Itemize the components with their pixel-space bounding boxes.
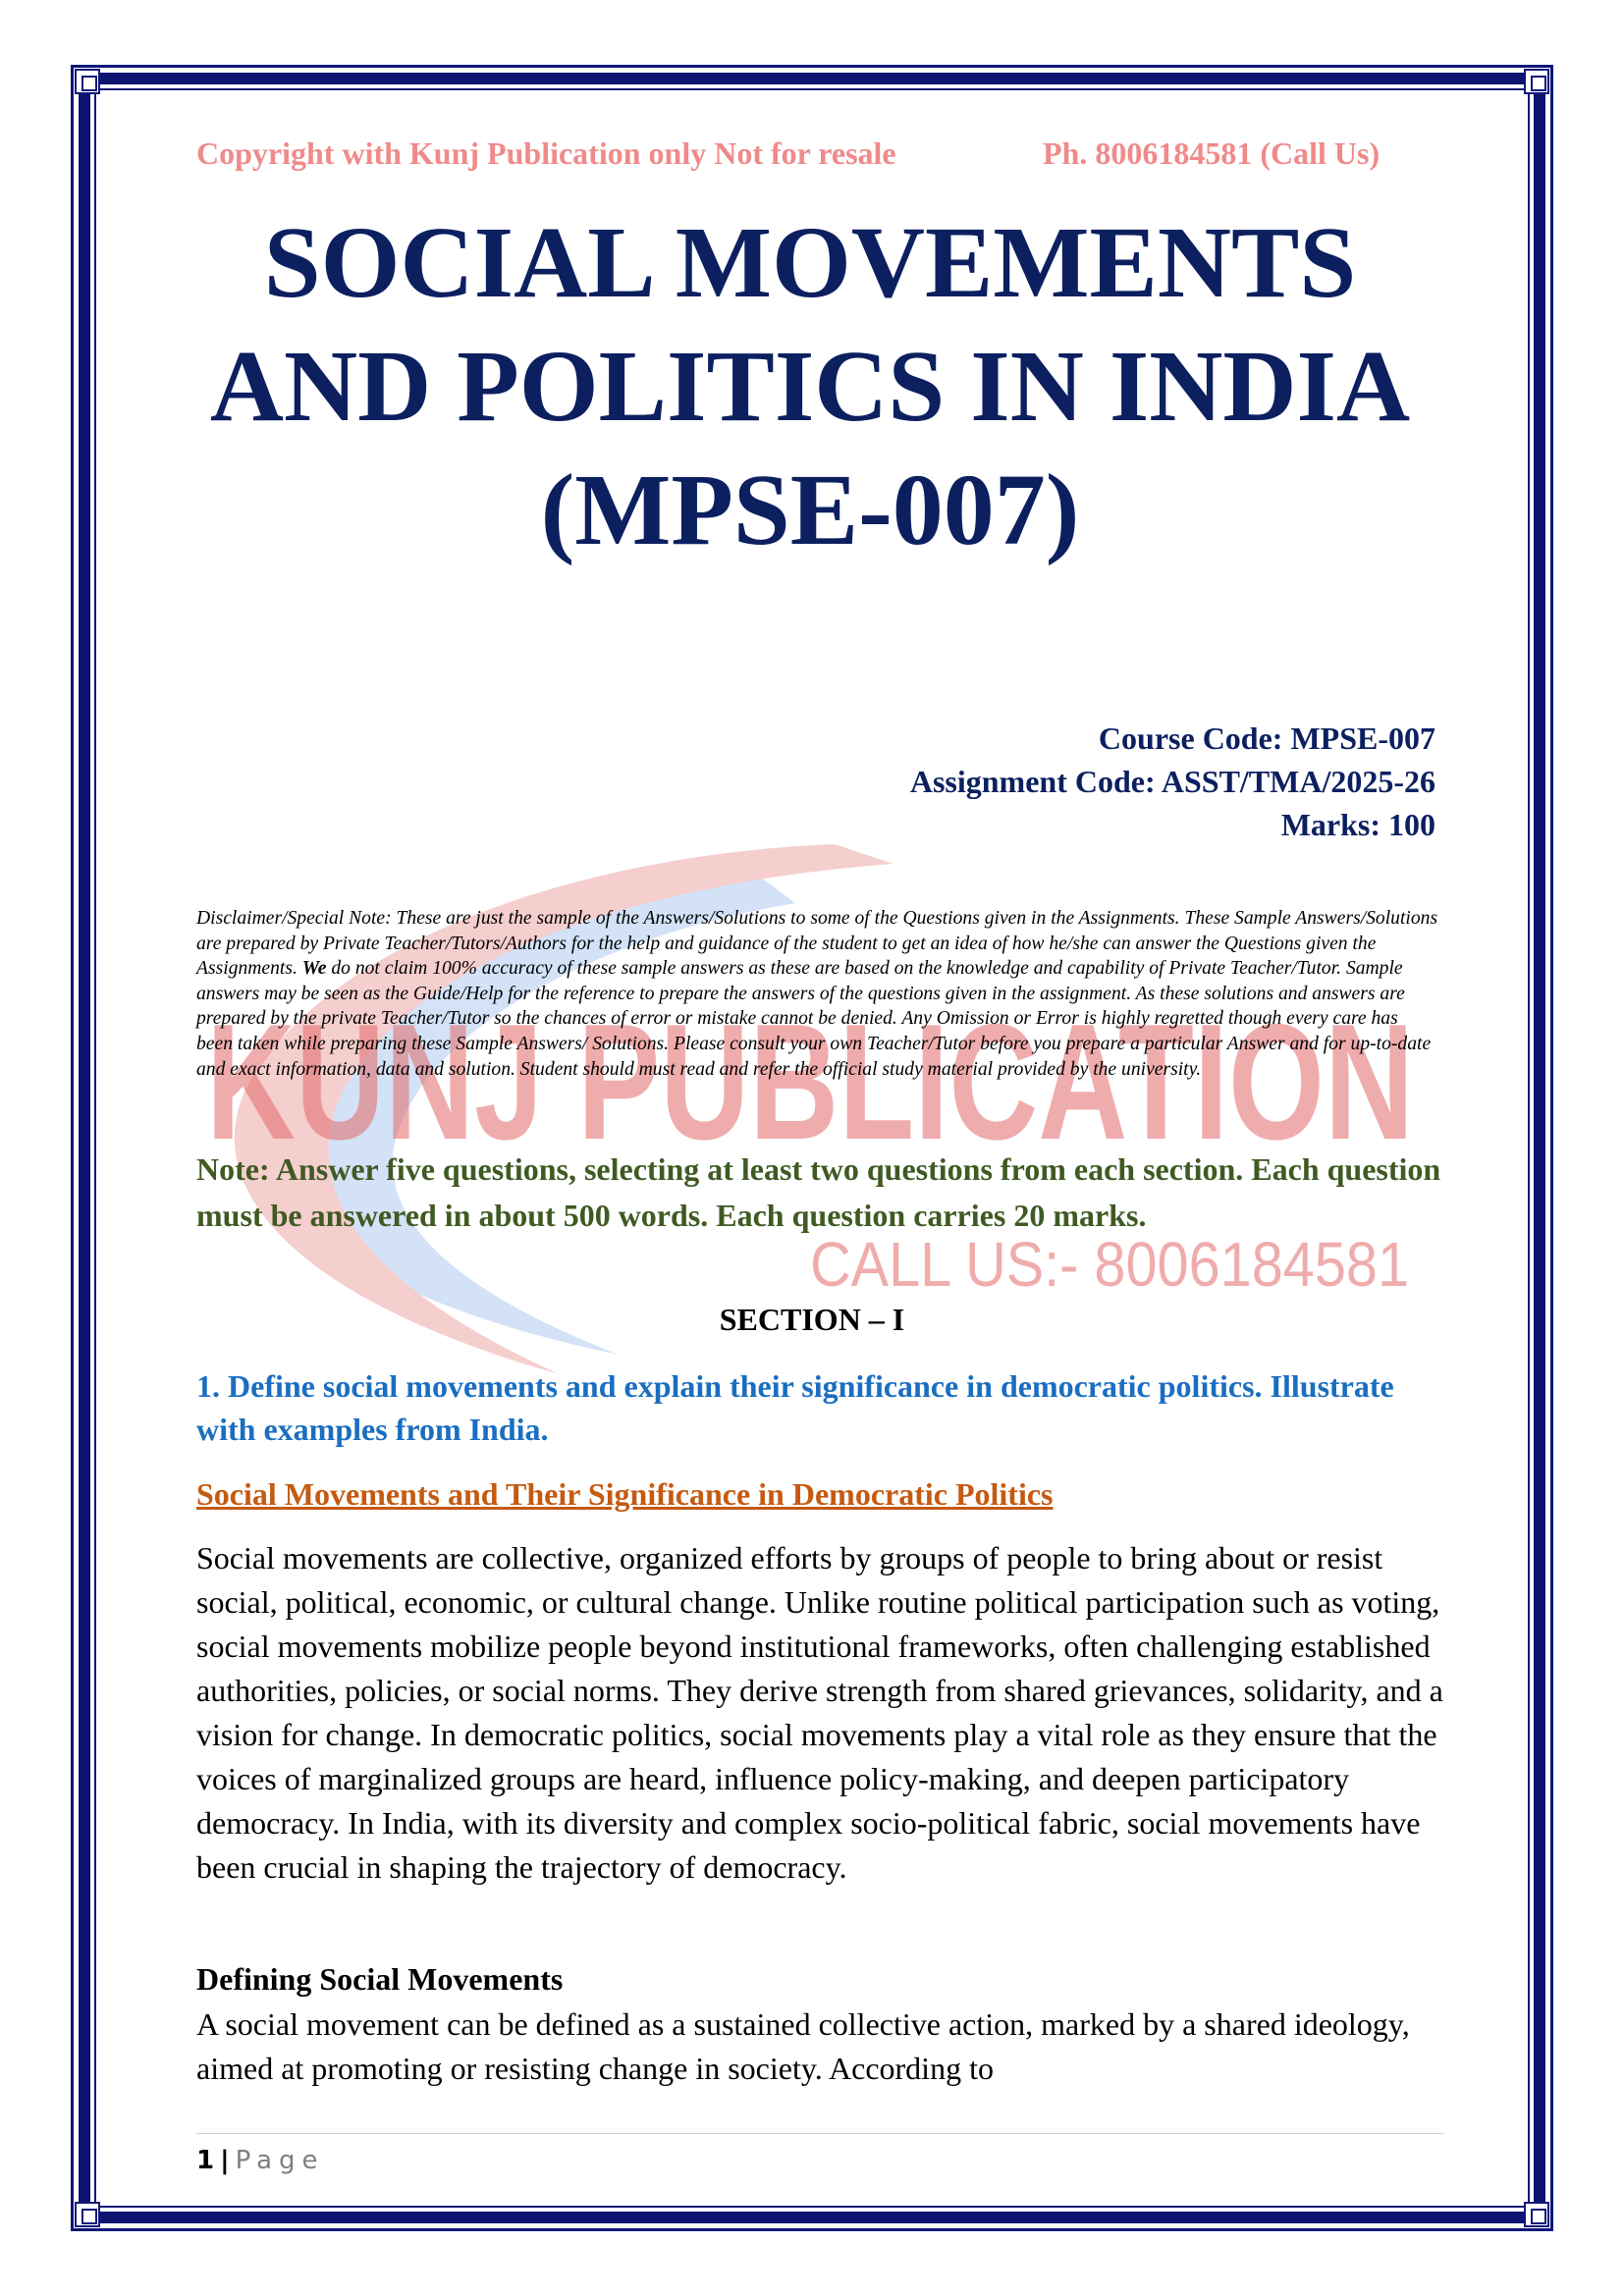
assignment-code: Assignment Code: ASST/TMA/2025-26 [909, 764, 1435, 799]
defining-heading: Defining Social Movements [196, 1961, 564, 1997]
disclaimer [196, 906, 1438, 1082]
watermark-brand-text: KUNJ PUBLICATION [206, 989, 1414, 1174]
question-1: 1. Define social movements and explain their significance in democratic politics. Illustrate with examples from India. [196, 1368, 1394, 1447]
assignment-info [910, 717, 1435, 846]
answer-paragraph: Social movements are collective, organized efforts by groups of people to bring about or resist social, political, economic, or cultural change. Unlike routine political participation such as voting, social movements mobilize people beyond institutional frameworks, often challenging established authorities, policies, or social norms. They derive strength from shared grievances, solidarity, and a vision for change. In democratic politics, social movements play a vital role as they ensure that the voices of marginalized groups are heard, influence policy-making, and deepen participatory democracy. In India, with its diversity and complex socio-political fabric, social movements have been crucial in shaping the trajectory of democracy. [196, 1540, 1443, 1885]
defining-paragraph: A social movement can be defined as a sustained collective action, marked by a shared ideology, aimed at promoting or resisting change in society. According to [196, 2006, 1410, 2086]
footer-divider [196, 2133, 1443, 2134]
page-label: Page [235, 2146, 325, 2175]
corner-ornament-bottom-left [75, 2202, 100, 2227]
disclaimer-emphasis: We [301, 958, 327, 980]
answer-subheading: Social Movements and Their Significance in Democratic Politics [196, 1476, 1054, 1512]
section-heading: SECTION – I [719, 1302, 905, 1337]
corner-ornament-top-left [75, 69, 100, 94]
page-footer [196, 2146, 325, 2175]
page-number: 1 [196, 2146, 215, 2175]
corner-ornament-top-right [1524, 69, 1549, 94]
instructions-note: Note: Answer five questions, selecting at least two questions from each section. Each question must be answered in about 500 words. Each question carries 20 marks. [196, 1151, 1441, 1233]
copyright-text: Copyright with Kunj Publication only Not for resale [196, 135, 896, 171]
course-code: Course Code: MPSE-007 [1098, 721, 1435, 756]
disclaimer-part-1: Disclaimer/Special Note: These are just the sample of the Answers/Solutions to some of the Questions given in the Assignments. These Sample Answers/Solutions are prepared by Private Teacher/Tutors/Authors for the help and guidance of the student to get an idea of how he/she can answer the Questions given the Assignments. [196, 908, 1438, 980]
document-title [147, 201, 1473, 572]
phone-number: Ph. 8006184581 (Call Us) [1043, 135, 1380, 171]
footer-separator: | [220, 2146, 230, 2175]
title-line-2: AND POLITICS IN INDIA [209, 330, 1411, 443]
corner-ornament-bottom-right [1524, 2202, 1549, 2227]
title-line-1: SOCIAL MOVEMENTS [263, 206, 1357, 319]
watermark-phone-text: CALL US:- 8006184581 [810, 1229, 1409, 1300]
marks: Marks: 100 [1280, 807, 1435, 842]
copyright-notice [196, 135, 1434, 172]
title-line-3: (MPSE-007) [540, 454, 1080, 566]
disclaimer-part-2: do not claim 100% accuracy of these sample answers as these are based on the knowledge and capability of Private Teacher/Tutor. Sample answers may be seen as the Guide/Help for the reference to prepare the answers of the questions given in the assignment. As these solutions and answers are prepared by the private Teacher/Tutor so the chances of error or mistake cannot be denied. Any Omission or Error is highly regretted though every care has been taken while preparing these Sample Answers/ Solutions. Please consult your own Teacher/Tutor before you prepare a particular Answer and for up-to-date and exact information, data and solution. Student should must read and refer the official study material provided by the university. [196, 958, 1432, 1080]
